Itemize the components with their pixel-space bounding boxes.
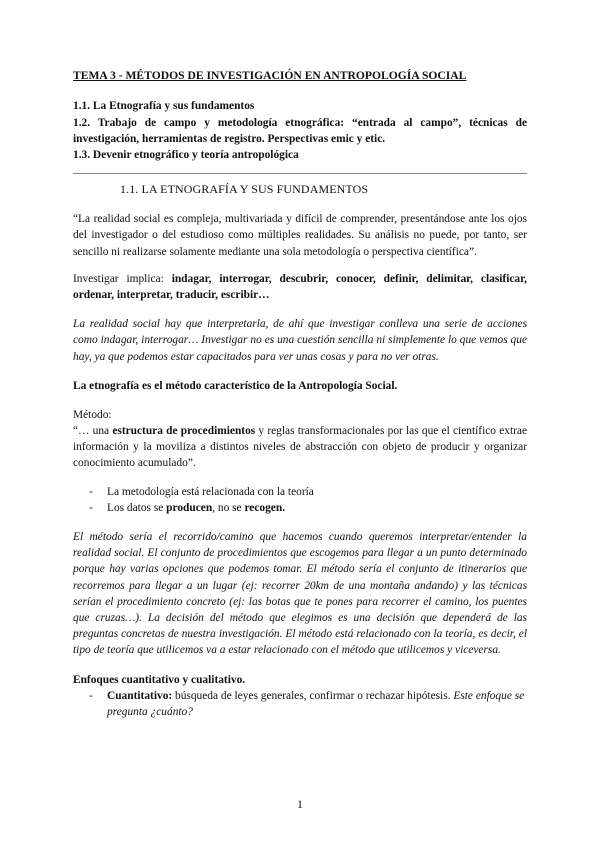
investigar-verbs: indagar, interrogar, descubrir, conocer, definir, delimitar, clasificar, ordenar, interpretar, traducir, escribir… (73, 272, 527, 301)
metodo-pre: “… una (73, 425, 113, 438)
cuantitativo-italic: Este enfoque se pregunta ¿cuánto? (107, 689, 525, 718)
bullet2-pre: Los datos se (107, 501, 167, 514)
investigar-prefix: Investigar implica: (73, 272, 172, 285)
bullet2-bold-1: producen (166, 501, 213, 514)
cuantitativo-text: búsqueda de leyes generales, confirmar o rechazar hipótesis. (172, 689, 454, 702)
toc-item: 1.1. La Etnografía y sus fundamentos (73, 100, 255, 113)
bullet2-bold-2: recogen. (244, 501, 286, 514)
list-item (89, 688, 527, 720)
metodo-post: y reglas transformacionales por las que el científico extrae información y la moviliza a distintos niveles de abstracción con objeto de producir y organizar conocimiento acumulado”. (73, 425, 528, 470)
metodo-bold: estructura de procedimientos (112, 425, 256, 438)
cuantitativo-label: Cuantitativo: (107, 689, 173, 702)
metodo-label: Método: (73, 408, 112, 421)
italic-note-paragraph: La realidad social hay que interpretarla, de ahí que investigar conlleva una serie de acciones como indagar, interrogar… Investigar no es una cuestión sencilla ni simplemente lo que vemos que hay, ya que podemos estar capacitados para ver unas cosas y para no ver otras. (73, 318, 527, 363)
toc-item: 1.2. Trabajo de campo y metodología etnográfica: “entrada al campo”, técnicas de investigación, herramientas de registro. Perspectivas emic y etic. (73, 116, 527, 145)
document-title: TEMA 3 - MÉTODOS DE INVESTIGACIÓN EN ANTROPOLOGÍA SOCIAL (73, 69, 467, 82)
list-item: - La metodología está relacionada con la teoría (89, 484, 527, 500)
metodo-definition (73, 423, 527, 472)
enfoques-list (73, 688, 527, 720)
toc-item: 1.3. Devenir etnográfico y teoría antropológica (73, 149, 299, 162)
bullet2-mid: , no se (212, 501, 245, 514)
document-page (73, 68, 527, 720)
etnografia-statement: La etnografía es el método característico de la Antropología Social. (73, 379, 398, 392)
table-of-contents (73, 98, 527, 163)
section-divider (73, 173, 527, 174)
page-number: 1 (297, 797, 303, 811)
section-heading: 1.1. LA ETNOGRAFÍA Y SUS FUNDAMENTOS (120, 182, 369, 197)
list-item (89, 500, 527, 516)
investigar-paragraph (73, 271, 527, 303)
dash-list (73, 484, 527, 516)
enfoques-heading: Enfoques cuantitativo y cualitativo. (73, 673, 246, 686)
italic-method-paragraph: El método sería el recorrido/camino que hacemos cuando queremos interpretar/entender la realidad social. El conjunto de procedimientos que escogemos para llegar a un punto determinado porque hay varias opciones que podemos tomar. El método sería el conjunto de itinerarios que recorremos para llegar a un lugar (ej: recorrer 20km de una montaña andando) y las técnicas serían el procedimiento concreto (ej: las botas que te pones para recorrer el camino, los puentes que cruzas…). La decisión del método que elegimos es una decisión que dependerá de las preguntas concretas de nuestra investigación. El método está relacionado con la teoría, es decir, el tipo de teoría que utilicemos va a estar relacionado con el método que utilicemos y viceversa. (73, 531, 527, 657)
quote-paragraph: “La realidad social es compleja, multivariada y difícil de comprender, presentándose ante los ojos del investigador o del estudioso como múltiples realidades. Su análisis no puede, por tanto, ser sencillo ni realizarse solamente mediante una sola metodología o perspectiva científica”. (73, 213, 527, 258)
